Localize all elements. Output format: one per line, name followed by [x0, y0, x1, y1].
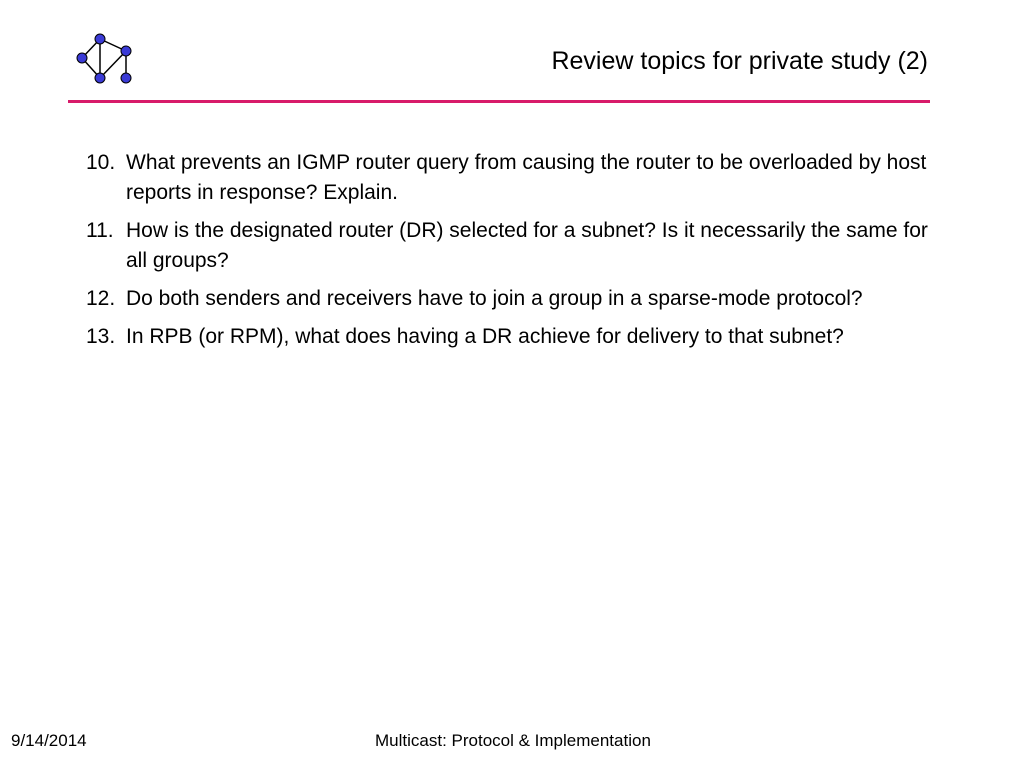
question-text: Do both senders and receivers have to join a group in a sparse-mode protocol?: [126, 287, 863, 310]
question-text: What prevents an IGMP router query from causing the router to be overloaded by host reports in response? Explain.: [126, 151, 927, 204]
question-item: [86, 284, 936, 314]
footer-date: 9/14/2014: [11, 731, 87, 750]
question-number: 13.: [86, 325, 116, 348]
question-item: [86, 216, 936, 276]
footer-title: Multicast: Protocol & Implementation: [375, 731, 651, 750]
question-item: [86, 322, 936, 352]
question-number: 10.: [86, 151, 116, 174]
question-text: How is the designated router (DR) selected for a subnet? Is it necessarily the same for all groups?: [126, 219, 928, 272]
title-divider: [68, 100, 930, 103]
question-number: 12.: [86, 287, 116, 310]
network-graph-icon: [72, 32, 136, 86]
question-item: [86, 148, 936, 208]
question-list: [86, 148, 936, 360]
question-text: In RPB (or RPM), what does having a DR achieve for delivery to that subnet?: [126, 325, 844, 348]
question-number: 11.: [86, 219, 114, 242]
slide-title: Review topics for private study (2): [551, 47, 928, 75]
